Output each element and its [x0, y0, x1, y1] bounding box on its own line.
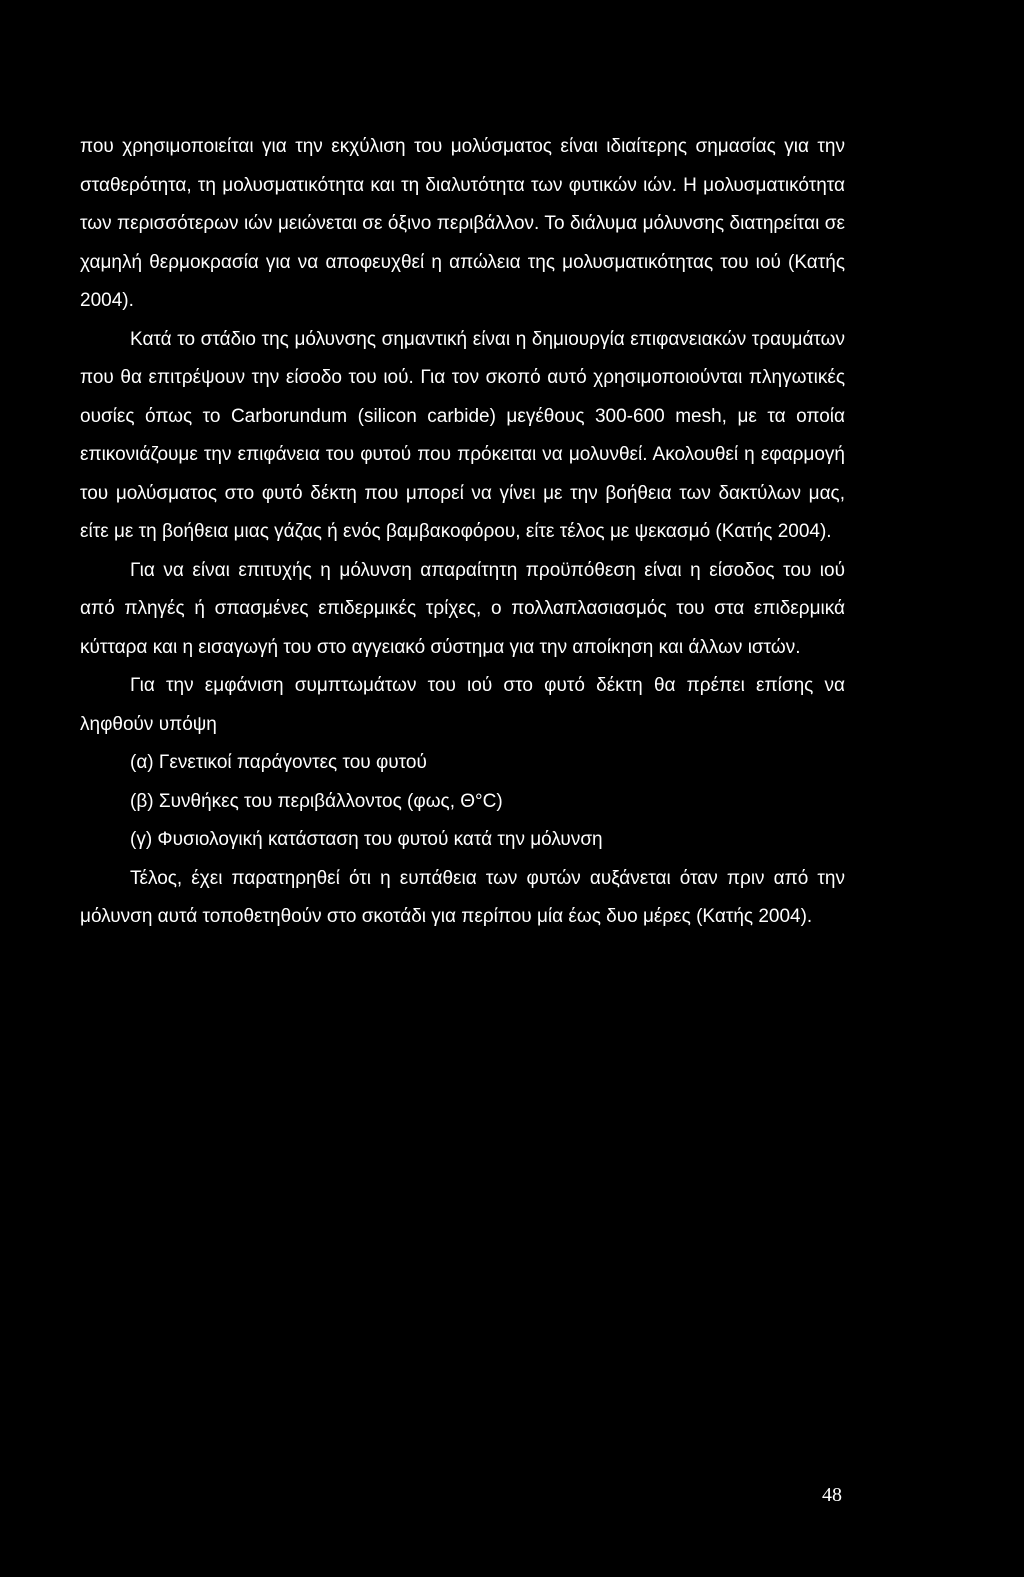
paragraph-infection-stage: Κατά το στάδιο της μόλυνσης σημαντική είναι η δημιουργία επιφανειακών τραυμάτων που θα επιτρέψουν την είσοδο του ιού. Για τον σκοπό αυτό χρησιμοποιούνται πληγωτικές ουσίες όπως το Carborundum (silicon carbide) μεγέθους 300-600 mesh, με τα οποία επικονιάζουμε την επιφάνεια του φυτού που πρόκειται να μολυνθεί. Ακολουθεί η εφαρμογή του μολύσματος στο φυτό δέκτη που μπορεί να γίνει με την βοήθεια των δακτύλων μας, είτε με τη βοήθεια μιας γάζας ή ενός βαμβακοφόρου, είτε τέλος με ψεκασμό (Κατής 2004). — [80, 328, 845, 542]
paragraph-extraction: που χρησιμοποιείται για την εκχύλιση του μολύσματος είναι ιδιαίτερης σημασίας για την σταθερότητα, τη μολυσματικότητα και τη διαλυτότητα των φυτικών ιών. Η μολυσματικότητα των περισσότερων ιών μειώνεται σε όξινο περιβάλλον. Το διάλυμα μόλυνσης διατηρείται σε χαμηλή θερμοκρασία για να αποφευχθεί η απώλεια της μολυσματικότητας του ιού (Κατής 2004). — [80, 136, 845, 311]
list-item-physiology: (γ) Φυσιολογική κατάσταση του φυτού κατά την μόλυνση — [130, 829, 603, 850]
list-item-genetic: (α) Γενετικοί παράγοντες του φυτού — [130, 752, 427, 773]
page-number: 48 — [822, 1484, 842, 1506]
paragraph-symptoms: Για την εμφάνιση συμπτωμάτων του ιού στο φυτό δέκτη θα πρέπει επίσης να ληφθούν υπόψη — [80, 675, 845, 735]
document-body — [80, 128, 845, 937]
paragraph-closing: Τέλος, έχει παρατηρηθεί ότι η ευπάθεια των φυτών αυξάνεται όταν πριν από την μόλυνση αυτά τοποθετηθούν στο σκοτάδι για περίπου μία έως δυο μέρες (Κατής 2004). — [80, 867, 845, 927]
paragraph-successful-infection: Για να είναι επιτυχής η μόλυνση απαραίτητη προϋπόθεση είναι η είσοδος του ιού από πληγές ή σπασμένες επιδερμικές τρίχες, ο πολλαπλασιασμός του στα επιδερμικά κύτταρα και η εισαγωγή του στο αγγειακό σύστημα για την αποίκηση και άλλων ιστών. — [80, 559, 845, 658]
list-item-environment: (β) Συνθήκες του περιβάλλοντος (φως, Θ°C) — [130, 790, 503, 812]
